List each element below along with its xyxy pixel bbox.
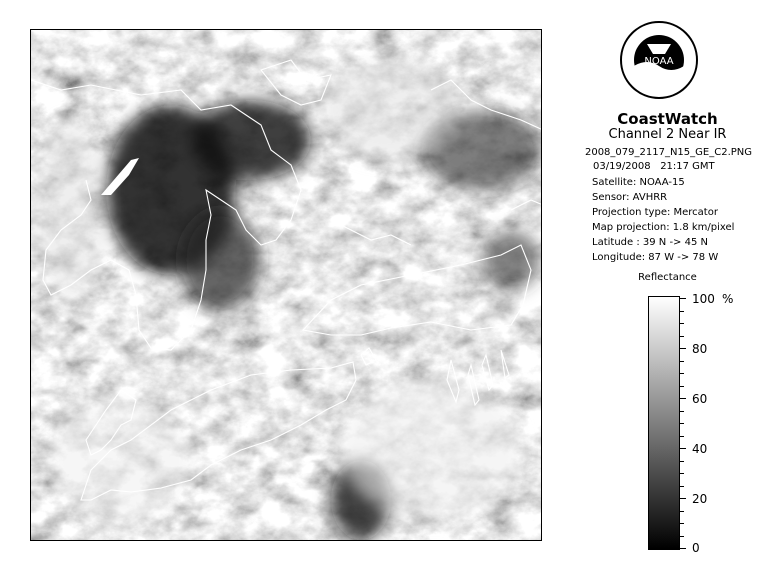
tick-label-20: 20 bbox=[692, 492, 708, 506]
colorbar-tick bbox=[680, 548, 686, 549]
colorbar-tick bbox=[680, 523, 684, 524]
colorbar-tick bbox=[680, 436, 684, 437]
map-projection: Map projection: 1.8 km/pixel bbox=[592, 222, 735, 233]
tick-label-60: 60 bbox=[692, 392, 708, 406]
colorbar-title: Reflectance bbox=[638, 272, 697, 283]
colorbar-tick bbox=[680, 511, 684, 512]
colorbar-tick bbox=[680, 423, 684, 424]
colorbar-tick bbox=[680, 311, 684, 312]
tick-label-0: 0 bbox=[692, 541, 700, 555]
colorbar-tick bbox=[680, 361, 684, 362]
latitude: Latitude : 39 N -> 45 N bbox=[592, 237, 708, 248]
datetime bbox=[593, 161, 715, 172]
colorbar-tick bbox=[680, 336, 684, 337]
colorbar-tick bbox=[680, 411, 684, 412]
brand-title: CoastWatch bbox=[617, 110, 718, 128]
colorbar-tick bbox=[680, 373, 684, 374]
satellite: Satellite: NOAA-15 bbox=[592, 177, 685, 188]
colorbar bbox=[648, 296, 680, 550]
tick-label-100: 100 bbox=[692, 292, 715, 306]
longitude: Longitude: 87 W -> 78 W bbox=[592, 252, 719, 263]
time: 21:17 GMT bbox=[660, 161, 715, 172]
colorbar-tick bbox=[680, 486, 684, 487]
projection-type: Projection type: Mercator bbox=[592, 207, 718, 218]
logo-text: NOAA bbox=[644, 56, 674, 67]
colorbar-tick bbox=[680, 323, 684, 324]
colorbar-tick bbox=[680, 498, 686, 499]
satellite-image bbox=[30, 29, 542, 541]
colorbar-tick bbox=[680, 348, 686, 349]
colorbar-tick bbox=[680, 473, 684, 474]
colorbar-tick bbox=[680, 386, 684, 387]
date: 03/19/2008 bbox=[593, 161, 651, 172]
satellite-image-svg bbox=[31, 30, 542, 541]
colorbar-unit: % bbox=[722, 292, 734, 306]
tick-label-80: 80 bbox=[692, 342, 708, 356]
filename: 2008_079_2117_N15_GE_C2.PNG bbox=[584, 147, 753, 158]
colorbar-tick bbox=[680, 536, 684, 537]
sensor: Sensor: AVHRR bbox=[592, 192, 668, 203]
colorbar-tick bbox=[680, 461, 684, 462]
colorbar-tick bbox=[680, 398, 686, 399]
noaa-logo bbox=[619, 20, 699, 100]
colorbar-tick bbox=[680, 448, 686, 449]
channel-label: Channel 2 Near IR bbox=[608, 127, 727, 142]
tick-label-40: 40 bbox=[692, 442, 708, 456]
colorbar-tick bbox=[680, 298, 686, 299]
